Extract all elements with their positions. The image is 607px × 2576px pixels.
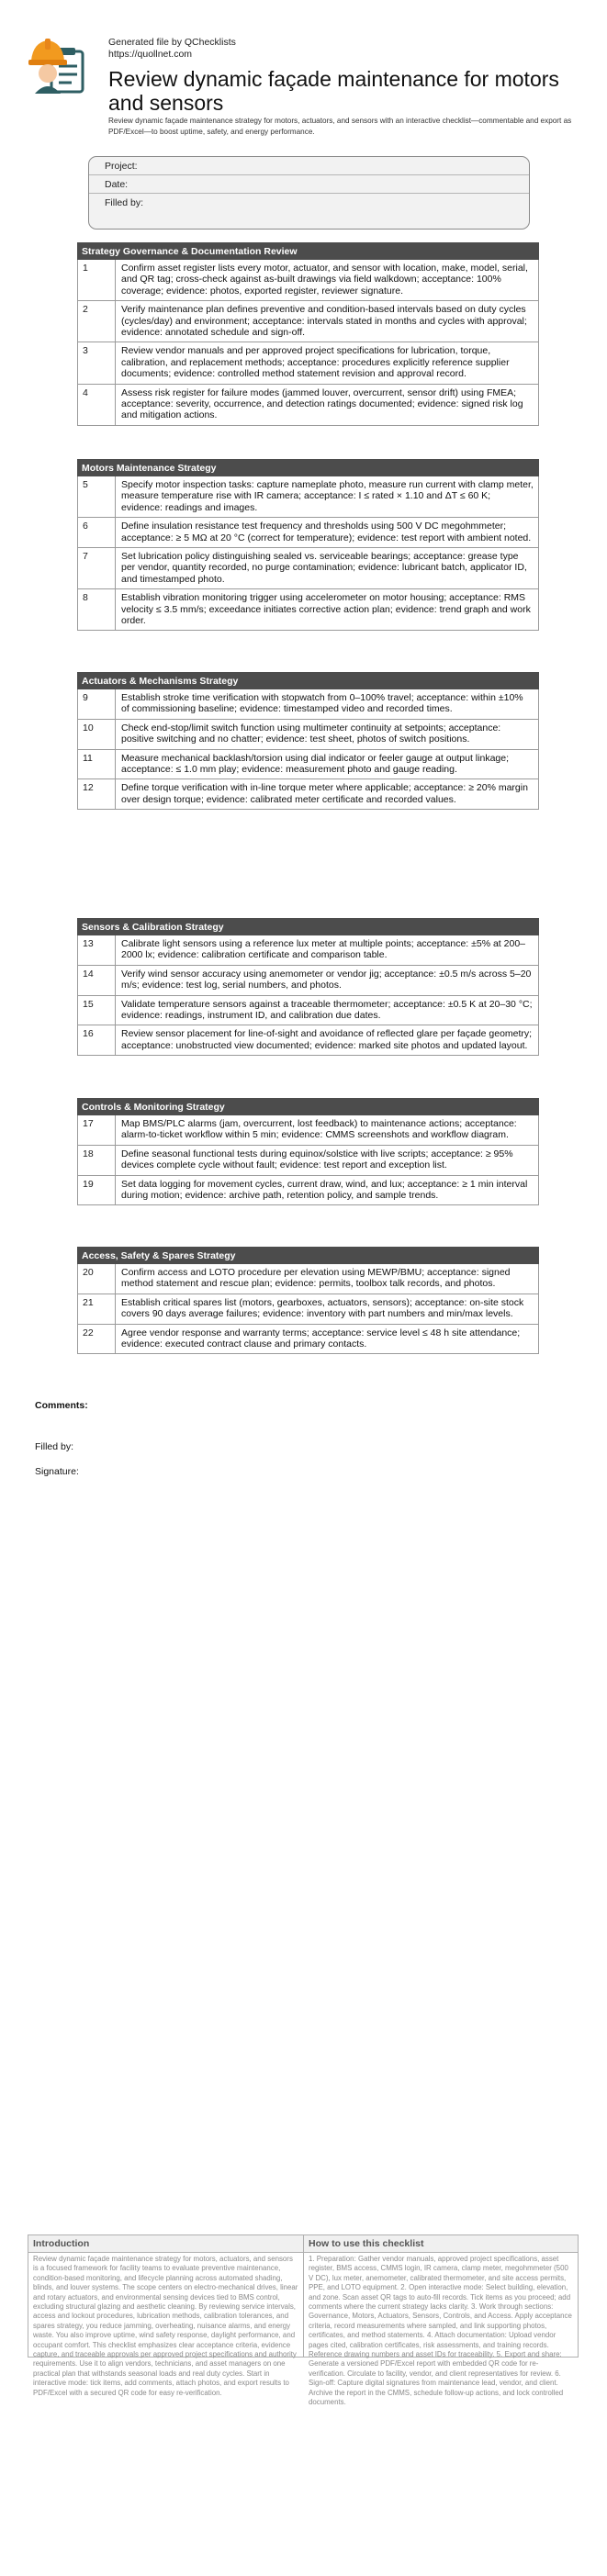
item-text: Establish critical spares list (motors, gearboxes, actuators, sensors); acceptance: on-site stock covers 90 days average failures; evidence: inventory with part numbers and min/max levels. (121, 1296, 524, 1320)
item-text: Establish vibration monitoring trigger using accelerometer on motor housing; acceptance: RMS velocity ≤ 3.5 mm/s; exceedance initiates corrective action plan; evidence: trend graph and work order. (121, 592, 531, 627)
page-title: Review dynamic façade maintenance for motors and sensors (108, 67, 559, 115)
section-actuators (77, 672, 539, 810)
introduction-column (28, 2235, 303, 2397)
section-motors (77, 459, 539, 631)
item-number: 9 (78, 689, 116, 719)
checklist-item[interactable] (77, 935, 539, 966)
item-number: 13 (78, 935, 116, 965)
filled-by-field[interactable]: Filled by: (105, 197, 144, 208)
section-heading: Controls & Monitoring Strategy (77, 1098, 539, 1115)
item-text: Set lubrication policy distinguishing sealed vs. serviceable bearings; acceptance: grease type per vendor, quantity recorded, no purge contamination; evidence: lubricant batch, applicator ID, and timestamped photo. (121, 551, 527, 585)
source-url[interactable]: https://quollnet.com (108, 49, 193, 60)
item-text: Agree vendor response and warranty terms; acceptance: service level ≤ 48 h site attendance; evidence: executed contract clause and primary contacts. (121, 1327, 521, 1350)
item-number: 19 (78, 1176, 116, 1205)
how-to-heading: How to use this checklist (304, 2235, 578, 2253)
item-text: Set data logging for movement cycles, current draw, wind, and lux; acceptance: ≥ 1 min interval during motion; evidence: archive path, retention policy, and sample trends. (121, 1178, 528, 1202)
item-text: Specify motor inspection tasks: capture nameplate photo, measure run current with clamp meter, measure temperature rise with IR camera; acceptance: I ≤ rated × 1.10 and ΔT ≤ 60 K; evidence: readings and images. (121, 479, 534, 513)
checklist-item[interactable] (77, 518, 539, 548)
checklist-item[interactable] (77, 1025, 539, 1056)
item-text: Define seasonal functional tests during equinox/solstice with live scripts; acceptance: ≥ 95% devices complete cycle without fault; evidence: test report and exception list. (121, 1148, 513, 1171)
introduction-heading: Introduction (28, 2235, 303, 2253)
project-info-box (88, 156, 530, 230)
item-number: 8 (78, 589, 116, 630)
item-number: 14 (78, 966, 116, 995)
checklist-item[interactable] (77, 1264, 539, 1294)
checklist-item[interactable] (77, 750, 539, 780)
how-to-column (303, 2235, 578, 2407)
document-header (28, 33, 572, 143)
item-text: Establish stroke time verification with stopwatch from 0–100% travel; acceptance: within ±10% of commissioning baseline; evidence: timestamped video and recorded times. (121, 692, 523, 715)
item-number: 20 (78, 1264, 116, 1294)
section-heading: Motors Maintenance Strategy (77, 459, 539, 476)
checklist-item[interactable] (77, 966, 539, 996)
item-number: 15 (78, 996, 116, 1025)
checklist-item[interactable] (77, 385, 539, 426)
section-sensors (77, 918, 539, 1056)
item-text: Define torque verification with in-line torque meter where applicable; acceptance: ≥ 20% margin over design torque; evidence: calibrated meter certificate and recorded values. (121, 782, 528, 805)
how-to-text: 1. Preparation: Gather vendor manuals, approved project specifications, asset register, BMS access, CMMS login, IR camera, clamp meter, megohmmeter (500 V DC), lux meter, anemometer, calibrated thermometer, and site access permits, PPE, and LOTO equipment. 2. Open interactive mode: Select building, elevation, and zone. Scan asset QR tags to auto-fill records. Tick items as you proceed; add comments where the current strategy lacks clarity. 3. Work through sections: Governance, Motors, Actuators, Sensors, Controls, and Access. Apply acceptance criteria, record measurements where sampled, and link supporting photos, certificates, and method statements. 4. Attach documentation: Upload vendor pages cited, calibration certificates, risk assessments, and training records. Reference drawing numbers and asset IDs for traceability. 5. Export and share: Generate a versioned PDF/Excel report with embedded QR code for re-verification. Circulate to facility, vendor, and client representatives for review. 6. Sign-off: Capture digital signatures from maintenance lead, vendor, and client. Archive the report in the CMMS, schedule follow-up actions, and lock controlled documents. (309, 2255, 572, 2407)
generated-by-text: Generated file by QChecklists (108, 37, 236, 48)
checklist-item[interactable] (77, 1176, 539, 1206)
item-number: 1 (78, 260, 116, 300)
item-text: Verify wind sensor accuracy using anemometer or vendor jig; acceptance: ±0.5 m/s across 5–20 m/s; evidence: test log, serial numbers, and photos. (121, 968, 532, 991)
checklist-item[interactable] (77, 301, 539, 342)
checklist-item[interactable] (77, 342, 539, 384)
item-text: Validate temperature sensors against a traceable thermometer; acceptance: ±0.5 K at 20–30 °C; evidence: readings, instrument ID, and calibration due dates. (121, 998, 533, 1022)
item-text: Verify maintenance plan defines preventive and condition-based intervals based on duty cycles (cycles/day) and environment; acceptance: intervals stated in months and cycles with approval; evidence: annotated schedule and sign-off. (121, 304, 527, 339)
checklist-item[interactable] (77, 589, 539, 631)
checklist-item[interactable] (77, 996, 539, 1026)
section-heading: Strategy Governance & Documentation Review (77, 242, 539, 260)
item-number: 12 (78, 779, 116, 809)
section-controls (77, 1098, 539, 1205)
item-text: Define insulation resistance test frequency and thresholds using 500 V DC megohmmeter; acceptance: ≥ 5 MΩ at 20 °C (correct for temperature); evidence: test report with ambient noted. (121, 521, 532, 543)
item-text: Map BMS/PLC alarms (jam, overcurrent, lost feedback) to maintenance actions; acceptance: alarm-to-ticket workflow within 5 min; evidence: CMMS screenshots and workflow diagram. (121, 1118, 517, 1141)
section-heading: Actuators & Mechanisms Strategy (77, 672, 539, 689)
item-text: Review sensor placement for line-of-sight and avoidance of reflected glare per façade geometry; acceptance: unobstructed view documented; evidence: marked site photos and updated layout. (121, 1028, 533, 1051)
introduction-text: Review dynamic façade maintenance strategy for motors, actuators, and sensors is a focused framework for facility teams to evaluate preventive maintenance, condition-based monitoring, and lifecycle planning across automated shading, blinds, and louver systems. The scope centers on electro-mechanical drives, linear and rotary actuators, and environmental sensing devices tied to BMS control, excluding structural glazing and aesthetic cleaning. By reviewing service intervals, access and lockout procedures, lubrication methods, calibration tolerances, and spares strategy, you reduce jamming, overheating, nuisance alarms, and energy waste. You also improve uptime, wind safety response, daylight performance, and occupant comfort. This checklist emphasizes clear acceptance criteria, evidence capture, and traceable approvals per approved project specifications and authority requirements. Use it to align vendors, technicians, and asset managers on one practical plan that withstands seasonal loads and real duty cycles. Start in interactive mode: tick items, add comments, attach photos, and export results to PDF/Excel with a secured QR code for easy re-verification. (33, 2255, 298, 2397)
checklist-item[interactable] (77, 720, 539, 750)
item-text: Check end-stop/limit switch function using multimeter continuity at setpoints; acceptance: positive switching and no chatter; evidence: test sheet, photos of switch positions. (121, 722, 501, 745)
item-text: Calibrate light sensors using a reference lux meter at multiple points; acceptance: ±5% at 200–2000 lx; evidence: calibration certificate and comparison table. (121, 938, 526, 961)
item-text: Assess risk register for failure modes (jammed louver, overcurrent, sensor drift) using FMEA; acceptance: severity, occurrence, and detection ratings documented; evidence: signed risk log and mitigation actions. (121, 386, 523, 421)
section-heading: Sensors & Calibration Strategy (77, 918, 539, 935)
item-number: 21 (78, 1294, 116, 1324)
section-heading: Access, Safety & Spares Strategy (77, 1247, 539, 1264)
intro-panel (28, 2234, 579, 2407)
checklist-item[interactable] (77, 1146, 539, 1176)
item-number: 16 (78, 1025, 116, 1055)
checklist-item[interactable] (77, 260, 539, 301)
signature-label: Signature: (35, 1466, 79, 1477)
checklist-hardhat-logo-icon (28, 33, 94, 99)
item-number: 2 (78, 301, 116, 342)
item-number: 6 (78, 518, 116, 547)
section-governance (77, 242, 539, 426)
page-subtitle: Review dynamic façade maintenance strategy for motors, actuators, and sensors with an interactive checklist—commentable and export as PDF/Excel—to boost uptime, safety, and energy performance. (108, 117, 572, 136)
section-access-safety (77, 1247, 539, 1354)
item-number: 18 (78, 1146, 116, 1175)
item-number: 5 (78, 476, 116, 517)
filled-by-label: Filled by: (35, 1441, 74, 1452)
comments-label: Comments: (35, 1400, 88, 1411)
checklist-item[interactable] (77, 689, 539, 720)
checklist-item[interactable] (77, 476, 539, 518)
item-text: Measure mechanical backlash/torsion using dial indicator or feeler gauge at output linkage; acceptance: ≤ 1.0 mm play; evidence: measurement photo and gauge reading. (121, 752, 509, 776)
item-number: 4 (78, 385, 116, 425)
checklist-item[interactable] (77, 1115, 539, 1146)
date-field[interactable]: Date: (89, 175, 529, 194)
item-number: 11 (78, 750, 116, 779)
checklist-item[interactable] (77, 779, 539, 810)
project-field[interactable]: Project: (89, 157, 529, 175)
item-text: Review vendor manuals and per approved project specifications for lubrication, torque, calibration, and replacement methods; acceptance: procedures explicitly reference supplier documents; evidence: controlled method statement revision and approval record. (121, 345, 510, 380)
checklist-item[interactable] (77, 1294, 539, 1325)
checklist-item[interactable] (77, 1325, 539, 1355)
item-number: 22 (78, 1325, 116, 1354)
item-number: 10 (78, 720, 116, 749)
item-number: 17 (78, 1115, 116, 1145)
item-text: Confirm access and LOTO procedure per elevation using MEWP/BMU; acceptance: signed method statement and rescue plan; evidence: permits, toolbox talk records, and photos. (121, 1267, 511, 1290)
item-number: 7 (78, 548, 116, 588)
item-text: Confirm asset register lists every motor, actuator, and sensor with location, make, model, serial, and QR tag; cross-check against as-built drawings via field walkdown; acceptance: 100% coverage; evidence: photos, exported register, reviewer signature. (121, 263, 528, 297)
checklist-item[interactable] (77, 548, 539, 589)
item-number: 3 (78, 342, 116, 383)
